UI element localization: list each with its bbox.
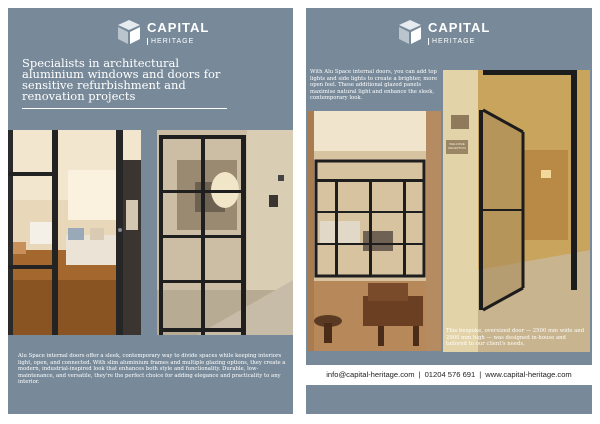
left-page (8, 8, 293, 414)
brand-logo (396, 18, 496, 52)
photo-glazed-doors-corridor (157, 130, 293, 335)
intro-text: With Alu Space internal doors, you can add top lights and side lights to create a brighter, more open feel. These additional glazed panels maximise natural light and enhance the sleek, contemporary look. (310, 69, 438, 102)
photo-oversized-door (443, 70, 590, 352)
divider (22, 108, 227, 109)
website-link[interactable]: www.capital-heritage.com (485, 370, 572, 379)
photo-door-with-sidelights (308, 111, 441, 351)
brand-subname: HERITAGE (428, 38, 475, 45)
brand-subname: HERITAGE (147, 38, 194, 45)
page-headline: Specialists in architectural aluminium windows and doors for sensitive refurbishment and renovation projects (22, 56, 221, 103)
body-text: Alu Space internal doors offer a sleek, contemporary way to divide spaces while keeping interiors light, open, and connected. With slim aluminium frames and multiple glazing options, they create a modern, industrial-inspired look that enhances both style and functionality. Durable, low-maintenance, and versatile, they're the perfect choice for adding elegance and practicality to any interior. (18, 353, 286, 386)
phone-link[interactable]: 01204 576 691 (424, 370, 476, 379)
photo-open-door-living-room (8, 130, 141, 335)
contact-bar (306, 365, 592, 385)
logo-cube-icon (115, 18, 143, 46)
welcome-sign: WELCOME RECEPTION (446, 140, 468, 154)
brand-name: CAPITAL (428, 20, 491, 35)
separator: | (418, 370, 421, 379)
logo-cube-icon (396, 18, 424, 46)
right-page (306, 8, 592, 414)
brand-logo (115, 18, 210, 52)
door-caption: This bespoke, oversized door — 2500 mm wide and 2900 mm high — was designed in-house and tailored to our client's needs. (446, 328, 585, 348)
separator: | (479, 370, 482, 379)
brand-name: CAPITAL (147, 20, 210, 35)
email-link[interactable]: info@capital-heritage.com (326, 370, 415, 379)
